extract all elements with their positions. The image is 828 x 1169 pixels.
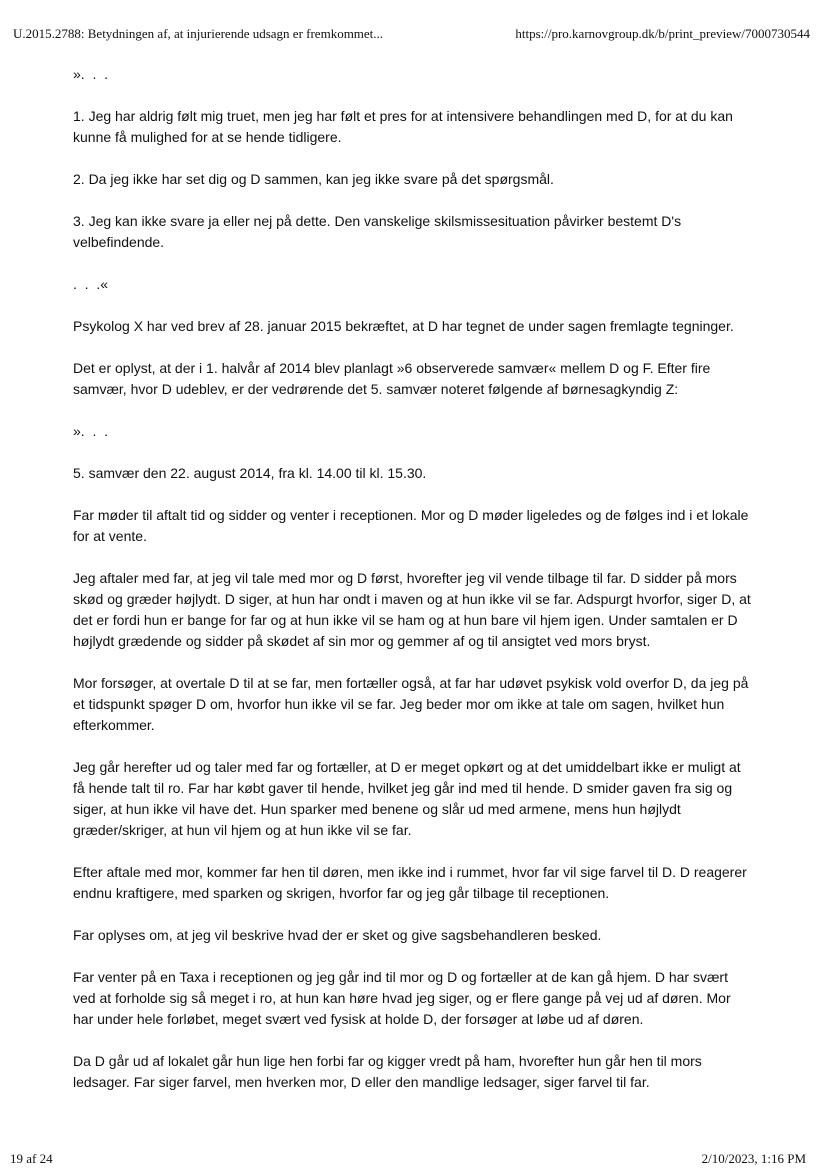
print-header [0, 26, 828, 46]
paragraph-visit-talk-mother: Jeg aftaler med far, at jeg vil tale med mor og D først, hvorefter jeg vil vende tilbage til far. D sidder på mors skød og græder højlydt. D siger, at hun har ondt i maven og at hun ikke vil se far. Adspurgt hvorfor, siger D, at det er fordi hun er bange for far og at hun ikke vil se ham og at hun bare vil hjem igen. Under samtalen er D højlydt grædende og sidder på skødet af sin mor og gemmer af og til ansigtet ved mors bryst. [73, 570, 755, 649]
document-body [73, 64, 753, 1114]
paragraph-quote-open: ». . . [73, 66, 109, 82]
paragraph-visit-heading: 5. samvær den 22. august 2014, fra kl. 14.00 til kl. 15.30. [73, 465, 427, 481]
paragraph-psychologist: Psykolog X har ved brev af 28. januar 2015 bekræftet, at D har tegnet de under sagen fremlagte tegninger. [73, 318, 734, 334]
paragraph-observed-visits: Det er oplyst, at der i 1. halvår af 2014 blev planlagt »6 observerede samvær« mellem D og F. Efter fire samvær, hvor D udeblev, er der vedrørende det 5. samvær noteret følgende af børnesagkyndig Z: [73, 360, 715, 397]
paragraph-visit-arrival: Far møder til aftalt tid og sidder og venter i receptionen. Mor og D møder ligeledes og de følges ind i et lokale for at vente. [73, 507, 753, 544]
document-title: U.2015.2788: Betydningen af, at injurierende udsagn er fremkommet... [13, 26, 384, 41]
paragraph-visit-leaving: Da D går ud af lokalet går hun lige hen forbi far og kigger vredt på ham, hvorefter hun går hen til mors ledsager. Far siger farvel, men hverken mor, D eller den mandlige ledsager, siger farvel til far. [73, 1053, 706, 1090]
page-number: 19 af 24 [10, 1151, 53, 1166]
document-url: https://pro.karnovgroup.dk/b/print_preview/7000730544 [515, 26, 810, 41]
paragraph-answer-2: 2. Da jeg ikke har set dig og D sammen, kan jeg ikke svare på det spørgsmål. [73, 171, 554, 187]
paragraph-visit-taxi: Far venter på en Taxa i receptionen og jeg går ind til mor og D og fortæller at de kan gå hjem. D har svært ved at forholde sig så meget i ro, at hun kan høre hvad jeg siger, og er flere gange på vej ud af døren. Mor har under hele forløbet, meget svært ved fysisk at holde D, der forsøger at løbe ud af døren. [73, 969, 735, 1027]
print-footer [0, 1150, 828, 1169]
paragraph-visit-mother-persuades: Mor forsøger, at overtale D til at se far, men fortæller også, at far har udøvet psykisk vold overfor D, da jeg på et tidspunkt spøger D om, hvorfor hun ikke vil se far. Jeg beder mor om ikke at tale om sagen, hvilket hun efterkommer. [73, 675, 753, 733]
print-date: 2/10/2023, 1:16 PM [701, 1151, 806, 1166]
paragraph-quote-close: . . .« [73, 276, 109, 292]
paragraph-answer-1: 1. Jeg har aldrig følt mig truet, men jeg har følt et pres for at intensivere behandlingen med D, for at du kan kunne få mulighed for at se hende tidligere. [73, 108, 737, 145]
paragraph-visit-goodbye: Efter aftale med mor, kommer far hen til døren, men ikke ind i rummet, hvor far vil sige farvel til D. D reagerer endnu kraftigere, med sparken og skrigen, hvorfor far og jeg går tilbage til receptionen. [73, 864, 751, 901]
paragraph-visit-informed: Far oplyses om, at jeg vil beskrive hvad der er sket og give sagsbehandleren besked. [73, 927, 602, 943]
paragraph-answer-3: 3. Jeg kan ikke svare ja eller nej på dette. Den vanskelige skilsmissesituation påvirker bestemt D's velbefindende. [73, 213, 685, 250]
paragraph-quote-open-2: ». . . [73, 423, 109, 439]
paragraph-visit-gifts: Jeg går herefter ud og taler med far og fortæller, at D er meget opkørt og at det umiddelbart ikke er muligt at få hende talt til ro. Far har købt gaver til hende, hvilket jeg går ind med til hende. D smider gaven fra sig og siger, at hun ikke vil have det. Hun sparker med benene og slår ud med armene, mens hun højlydt græder/skriger, at hun vil hjem og at hun ikke vil se far. [73, 759, 745, 838]
